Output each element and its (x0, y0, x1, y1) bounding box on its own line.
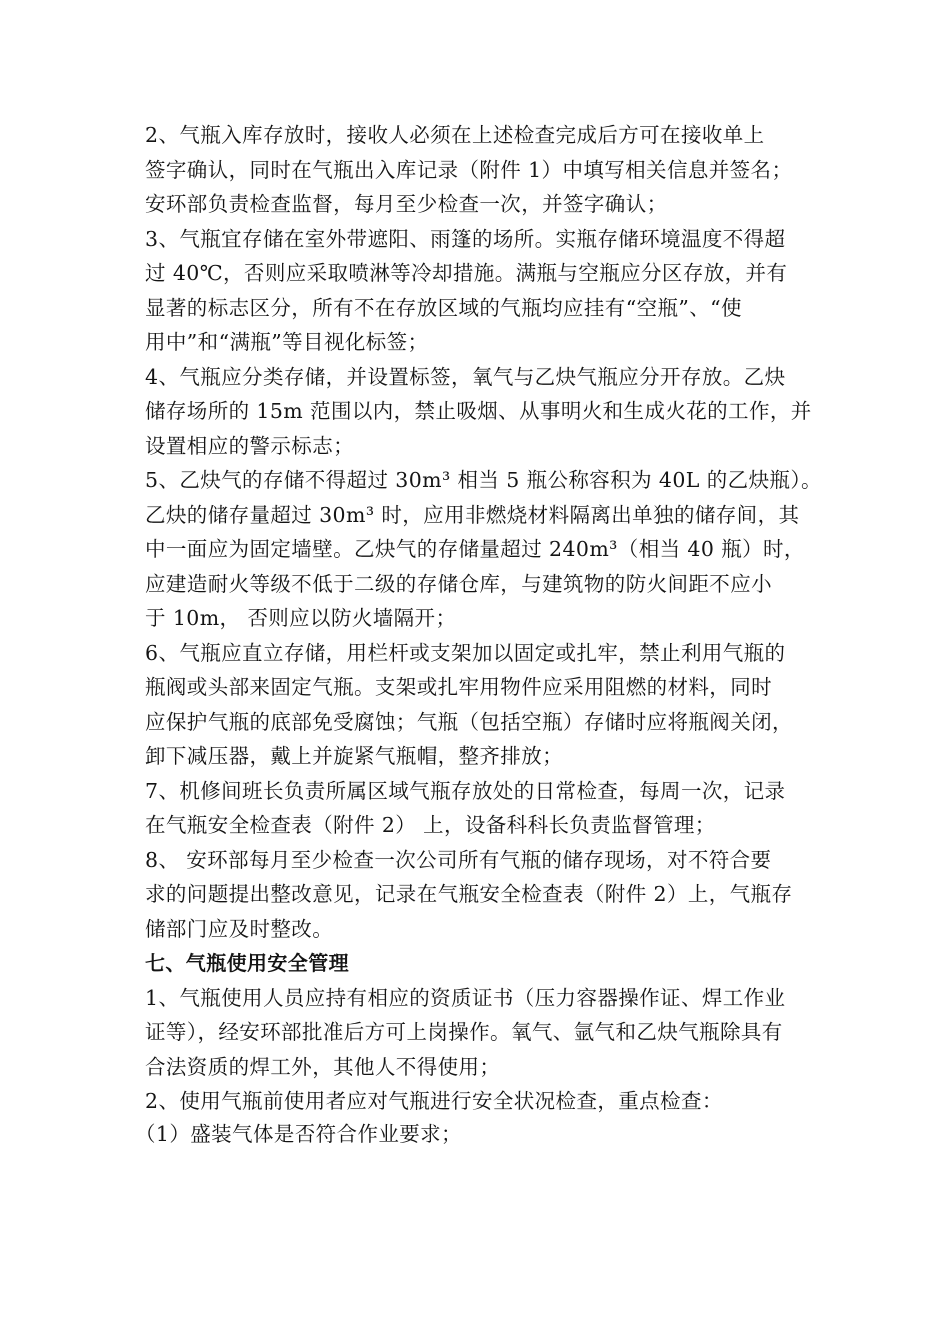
paragraph-line: 7、机修间班长负责所属区域气瓶存放处的日常检查，每周一次，记录 (145, 778, 786, 803)
paragraph-line: 设置相应的警示标志； (145, 433, 354, 458)
paragraph-line: 4、气瓶应分类存储，并设置标签，氧气与乙炔气瓶应分开存放。乙炔 (145, 364, 786, 389)
paragraph-line: 中一面应为固定墙壁。乙炔气的存储量超过 240m³（相当 40 瓶）时， (145, 537, 805, 561)
paragraph-line: 安环部负责检查监督，每月至少检查一次，并签字确认； (145, 192, 668, 216)
paragraph-line: 应保护气瓶的底部免受腐蚀；气瓶（包括空瓶）存储时应将瓶阀关闭， (145, 709, 793, 734)
paragraph-line: 签字确认，同时在气瓶出入库记录（附件 1）中填写相关信息并签名； (145, 157, 793, 182)
paragraph-line: 过 40℃，否则应采取喷淋等冷却措施。满瓶与空瓶应分区存放，并有 (145, 261, 788, 285)
paragraph-line: 卸下减压器，戴上并旋紧气瓶帽，整齐排放； (145, 744, 563, 768)
paragraph-line: 在气瓶安全检查表（附件 2） 上，设备科科长负责监督管理； (145, 813, 716, 837)
document-body (135, 118, 825, 1149)
paragraph-line: 储存场所的 15m 范围以内，禁止吸烟、从事明火和生成火花的工作，并 (145, 399, 812, 423)
paragraph-line: 乙炔的储存量超过 30m³ 时，应用非燃烧材料隔离出单独的储存间，其 (145, 502, 800, 527)
paragraph-line: 1、气瓶使用人员应持有相应的资质证书（压力容器操作证、焊工作业 (145, 985, 786, 1010)
paragraph-line: 2、使用气瓶前使用者应对气瓶进行安全状况检查，重点检查： (145, 1089, 723, 1113)
list-item: （1）盛装气体是否符合作业要求； (135, 1121, 462, 1146)
paragraph-line: 显著的标志区分，所有不在存放区域的气瓶均应挂有“空瓶”、“使 (145, 295, 742, 320)
paragraph-line: 储部门应及时整改。 (145, 916, 334, 941)
paragraph-line: 2、气瓶入库存放时，接收人必须在上述检查完成后方可在接收单上 (145, 123, 765, 147)
paragraph-line: 瓶阀或头部来固定气瓶。支架或扎牢用物件应采用阻燃的材料，同时 (145, 675, 772, 699)
paragraph-line: 5、乙炔气的存储不得超过 30m³ 相当 5 瓶公称容积为 40L 的乙炔瓶）。 (145, 468, 822, 492)
paragraph-line: 用中”和“满瓶”等目视化标签； (145, 330, 429, 354)
paragraph-line: 8、 安环部每月至少检查一次公司所有气瓶的储存现场，对不符合要 (145, 847, 772, 872)
paragraph-line: 应建造耐火等级不低于二级的存储仓库，与建筑物的防火间距不应小 (145, 571, 772, 596)
paragraph-line: 6、气瓶应直立存储，用栏杆或支架加以固定或扎牢，禁止利用气瓶的 (145, 640, 786, 665)
paragraph-line: 合法资质的焊工外，其他人不得使用； (145, 1054, 501, 1079)
paragraph-line: 3、气瓶宜存储在室外带遮阳、雨篷的场所。实瓶存储环境温度不得超 (145, 226, 786, 251)
paragraph-line: 求的问题提出整改意见，记录在气瓶安全检查表（附件 2）上，气瓶存 (145, 882, 793, 906)
section-heading: 七、气瓶使用安全管理 (145, 951, 349, 975)
paragraph-line: 于 10m， 否则应以防火墙隔开； (145, 606, 457, 630)
paragraph-line: 证等），经安环部批准后方可上岗操作。氧气、氩气和乙炔气瓶除具有 (145, 1020, 783, 1044)
